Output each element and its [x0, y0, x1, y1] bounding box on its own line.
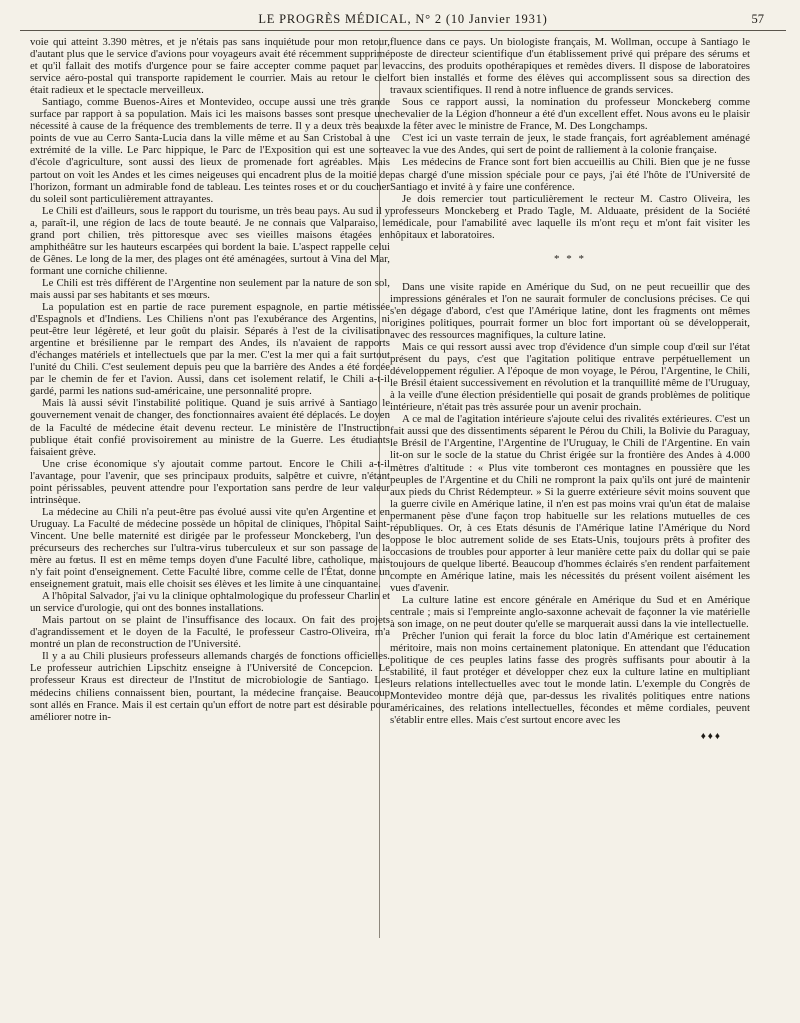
paragraph: La population est en partie de race purement espagnole, en partie métissée d'Espagnols et d'Indiens. Les Chiliens n'ont pas l'exubérance des Argentins, ni peut-être leur légèreté, et leur goût du plaisir. Séparés à l'est de la civilisation argentine et brésilienne par le rempart des Andes, ils n'avaient de rapports d'échanges matériels et intellectuels que par la mer. C'est la mer qui a fait surtout l'unité du Chili. C'est seulement depuis peu que la barrière des Andes a été forcée par le chemin de fer et l'avion. Aussi, dans cet isolement relatif, le Chili a-t-il gardé, parmi les nations sud-américaine, une personnalité propre.: [30, 301, 390, 398]
paragraph: Mais là aussi sévit l'instabilité politique. Quand je suis arrivé à Santiago le gouvernement venait de changer, des fonctionnaires avaient été déplacés. Le doyen de la Faculté de médecine était devenu recteur. Le ministère de l'Instruction publique était confié provisoirement au ministre de la Guerre. Les étudiants faisaient grève.: [30, 397, 390, 458]
paragraph: Mais partout on se plaint de l'insuffisance des locaux. On fait des projets d'agrandissement et le doyen de la Faculté, le professeur Castro-Oliveira, m'a montré un plan de reconstruction de l'Université.: [30, 614, 390, 651]
paragraph: Je dois remercier tout particulièrement le recteur M. Castro Oliveira, les professeurs Monckeberg et Prado Tagle, M. Alduaate, président de la Société médicale, pour l'amabilité avec laquelle ils m'ont reçu et m'ont fait visiter les hôpitaux et laboratoires.: [390, 192, 750, 241]
right-column: [390, 36, 750, 743]
paragraph: Santiago, comme Buenos-Aires et Montevideo, occupe aussi une très grande surface par rapport à sa population. Mais ici les maisons basses sont presque une nécessité à cause de la fréquence des tremblements de terre. Il y a deux très beaux points de vue au Cerro Santa-Lucia dans la ville même et au San Cristobal à une extrémité de la ville. Le Parc hippique, le Parc de l'Exposition qui est une sorte d'école d'agriculture, sont aussi des lieux de promenade fort agréables. Mais partout on voit les Andes et les cimes neigeuses qui encadrent plus de la moitié de l'horizon, formant un admirable fond de tableau. Les teintes roses et or du coucher du soleil sont particulièrement attrayantes.: [30, 96, 390, 205]
continuation-ornament: ♦♦♦: [700, 730, 722, 742]
paragraph: Il y a au Chili plusieurs professeurs allemands chargés de fonctions officielles. Le professeur autrichien Lipschitz enseigne à l'Université de Concepcion. Le professeur Kraus est directeur de l'Institut de microbiologie de Santiago. Les médecins chiliens connaissent bien, pourtant, la médecine française. Beaucoup sont allés en France. Mais il est certain qu'un effort de notre part est désirable pour améliorer notre in-: [30, 650, 390, 723]
paragraph: Une crise économique s'y ajoutait comme partout. Encore le Chili a-t-il l'avantage, pour l'avenir, que ses principaux produits, salpêtre et cuivre, n'étant point périssables, peuvent attendre pour l'exportation sans perdre de leur valeur intrinsèque.: [30, 457, 390, 506]
paragraph: La médecine au Chili n'a peut-être pas évolué aussi vite qu'en Argentine et en Uruguay. La Faculté de médecine possède un hôpital de cliniques, l'hôpital Saint-Vincent. Une belle maternité est dirigée par le professeur Monckeberg, l'un des précurseurs des recherches sur l'ultra-virus tuberculeux et sur son passage de la mère au fœtus. Il est en même temps doyen d'une Faculté libre, catholique, mais n'y fait point d'enseignement. Cette Faculté libre, comme celle de l'État, donne un enseignement gratuit, mais elle choisit ses élèves et les limite à une cinquantaine.: [30, 505, 390, 591]
paragraph: Le Chili est d'ailleurs, sous le rapport du tourisme, un très beau pays. Au sud il y a, paraît-il, une région de lacs de toute beauté. Je ne connais que Valparaiso, le grand port chilien, très pittoresque avec ses vieilles maisons étagées en amphithéâtre sur les hauteurs escarpées qui bordent la baie. L'aspect rappelle celui de Gênes. Le long de la mer, des plages ont été aménagées, surtout à Vina del Mar, formant une corniche chilienne.: [30, 204, 390, 277]
paragraph: A ce mal de l'agitation intérieure s'ajoute celui des rivalités extérieures. C'est un fait aussi que des dissentiments séparent le Pérou du Chili, la Bolivie du Paraguay, le Brésil de l'Argentine, l'Argentine de l'Uruguay, le Chili de l'Argentine. En vain lit-on sur le socle de la statue du Christ érigée sur la frontière des Andes à 4.000 mètres d'altitude : « Plus vite tomberont ces montagnes en poussière que les peuples de l'Argentine et du Chili ne rompront la paix qu'ils ont juré de maintenir aux pieds du Christ Rédempteur. » Si la guerre extérieure sévit moins souvent que la guerre civile en Amérique latine, il n'en est pas moins vrai qu'un état de malaise permanent pèse d'une façon trop habituelle sur les relations mutuelles de ces républiques. Or, à ces Etats désunis de l'Amérique latine l'Amérique du Nord oppose le bloc autrement solide de ses Etats-Unis, toujours prêts à profiter des occasions de troubles pour apporter à leur manière cette paix du dollar qui se paie toujours de quelque liberté. Beaucoup d'hommes éclairés s'en rendent parfaitement compte en Amérique latine, mais les nécessités du présent voilent aisément les vues d'avenir.: [390, 413, 750, 594]
page-number: 57: [751, 12, 764, 26]
paragraph: voie qui atteint 3.390 mètres, et je n'étais pas sans inquiétude pour mon retour, d'autant plus que le service d'avions pour voyageurs avait été récemment supprimé et qu'il fallait des motifs d'urgence pour se faire accepter comme paquet par le service aéro-postal qui transporte rapidement le courrier. Mais au retour le ciel était radieux et le spectacle merveilleux.: [30, 36, 390, 97]
paragraph: fluence dans ce pays. Un biologiste français, M. Wollman, occupe à Santiago le poste de directeur scientifique d'un établissement privé qui prépare des sérums et vaccins, des produits opothérapiques et remèdes divers. Il dispose de laboratoires fort bien installés et forme des élèves qui accomplissent sous sa direction des travaux scientifiques. Il rend à notre influence de grands services.: [390, 36, 750, 97]
paragraph: A l'hôpital Salvador, j'ai vu la clinique ophtalmologique du professeur Charlin et un service d'urologie, qui ont des bonnes installations.: [30, 590, 390, 615]
paragraph: Le Chili est très différent de l'Argentine non seulement par la nature de son sol, mais aussi par ses habitants et ses mœurs.: [30, 276, 390, 301]
section-asterism: * * *: [554, 252, 586, 265]
left-column: [30, 36, 390, 723]
paragraph: Dans une visite rapide en Amérique du Sud, on ne peut recueillir que des impressions générales et l'on ne saurait formuler de conclusions précises. Ce qui s'en dégage d'abord, c'est que l'Amérique latine, dont les fragments ont mêmes origines politiques, pourrait former un bloc fort important où se développerait, avec des ressources magnifiques, la culture latine.: [390, 280, 750, 341]
paragraph: C'est ici un vaste terrain de jeux, le stade français, fort agréablement aménagé avec la vue des Andes, qui sert de point de ralliement à la colonie française.: [390, 132, 750, 157]
paragraph: Les médecins de France sont fort bien accueillis au Chili. Bien que je ne fusse pas chargé d'une mission spéciale pour ce pays, j'ai été l'hôte de l'Université de Santiago et invité à y faire une conférence.: [390, 156, 750, 193]
paragraph: Sous ce rapport aussi, la nomination du professeur Monckeberg comme chevalier de la Légion d'honneur a été d'un excellent effet. Nous avons eu le plaisir de la fêter avec le ministre de France, M. Des Longchamps.: [390, 96, 750, 133]
paragraph: Mais ce qui ressort aussi avec trop d'évidence d'un simple coup d'œil sur l'état présent du pays, c'est que l'agitation politique entrave perpétuellement un développement régulier. A l'époque de mon voyage, le Pérou, l'Argentine, le Chili, le Brésil étaient successivement en révolution et la tranquillité même de l'Uruguay, à la veille d'une élection présidentielle qui posait de grands problèmes de politique intérieure, n'était pas très assurée pour un avenir prochain.: [390, 341, 750, 414]
paragraph: Prêcher l'union qui ferait la force du bloc latin d'Amérique est certainement méritoire, mais non moins certainement platonique. En attendant que l'éducation politique de ces peuples latins fasse des progrès suffisants pour aboutir à la stabilité, il faut protéger et développer chez eux la culture latine en multipliant leurs relations intellectuelles avec tout le monde latin. L'exemple du Congrès de Montevideo montre déjà que, par-dessus les rivalités politiques entre nations américaines, des relations intellectuelles, fécondes et même cordiales, peuvent s'établir entre elles. Mais c'est surtout encore avec les: [390, 630, 750, 727]
journal-title: LE PROGRÈS MÉDICAL, N° 2 (10 Janvier 1931): [258, 12, 548, 26]
running-header: [20, 4, 786, 31]
paragraph: La culture latine est encore générale en Amérique du Sud et en Amérique centrale ; mais si l'empreinte anglo-saxonne achevait de façonner la vie matérielle à son image, on ne peut douter qu'elle se marquerait aussi dans la vie intellectuelle.: [390, 594, 750, 631]
